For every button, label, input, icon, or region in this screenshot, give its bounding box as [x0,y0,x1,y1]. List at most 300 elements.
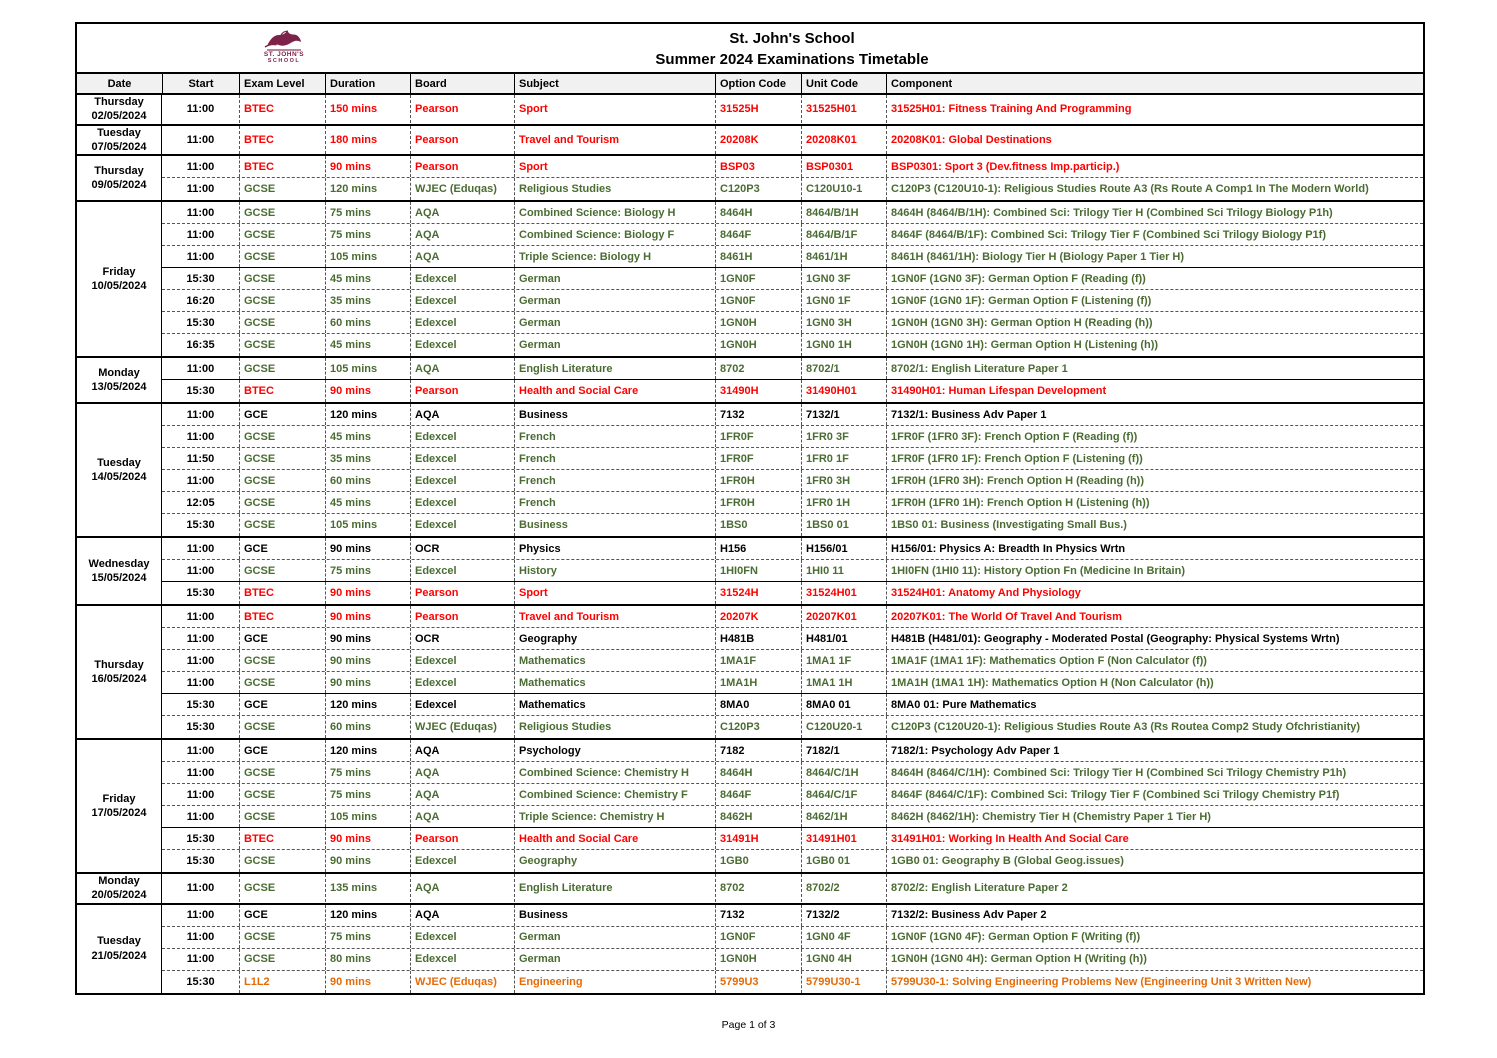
cell-component: 31524H01: Anatomy And Physiology [886,582,1423,604]
cell-option-code: 5799U3 [715,971,801,993]
cell-unit-code: 1HI0 11 [801,560,886,581]
cell-board: Pearson [410,606,514,627]
cell-option-code: 7182 [715,740,801,761]
timetable-row [162,202,1423,224]
cell-board: Pearson [410,156,514,177]
timetable-row [162,470,1423,492]
timetable-row [162,716,1423,738]
cell-board: Pearson [410,380,514,402]
timetable-row [162,740,1423,762]
cell-exam-level: GCSE [239,672,325,693]
cell-duration: 105 mins [325,514,410,536]
timetable-row [162,874,1423,902]
cell-subject: Combined Science: Biology F [514,224,715,245]
date-value: 20/05/2024 [91,889,147,902]
cell-component: 1GN0H (1GN0 1H): German Option H (Listening (h)) [886,334,1423,356]
timetable-row [162,156,1423,178]
cell-duration: 90 mins [325,582,410,604]
cell-unit-code: 8464/C/1H [801,762,886,783]
cell-subject: Geography [514,850,715,872]
cell-component: 7182/1: Psychology Adv Paper 1 [886,740,1423,761]
cell-subject: French [514,448,715,469]
cell-subject: Business [514,514,715,536]
cell-subject: Triple Science: Biology H [514,246,715,267]
date-day: Thursday [94,164,144,177]
cell-subject: Physics [514,538,715,559]
cell-duration: 35 mins [325,290,410,311]
cell-subject: German [514,334,715,356]
cell-subject: Combined Science: Biology H [514,202,715,223]
cell-unit-code: 7182/1 [801,740,886,761]
cell-start: 12:05 [186,496,215,509]
cell-start: 16:20 [186,294,215,307]
cell-duration: 120 mins [325,178,410,200]
cell-subject: Travel and Tourism [514,606,715,627]
cell-duration: 35 mins [325,448,410,469]
cell-component: 31490H01: Human Lifespan Development [886,380,1423,402]
cell-board: OCR [410,628,514,649]
date-day: Monday [98,875,140,888]
date-value: 09/05/2024 [91,179,147,192]
cell-component: 1HI0FN (1HI0 11): History Option Fn (Medicine In Britain) [886,560,1423,581]
cell-duration: 90 mins [325,156,410,177]
cell-option-code: 20208K [715,126,801,154]
timetable-row [162,971,1423,993]
cell-duration: 45 mins [325,268,410,289]
cell-board: AQA [410,806,514,827]
timetable-row [162,448,1423,470]
cell-component: BSP0301: Sport 3 (Dev.fitness Imp.particip.) [886,156,1423,177]
cell-exam-level: BTEC [239,126,325,154]
cell-start: 11:00 [186,676,215,689]
date-cell [77,905,162,993]
cell-duration: 105 mins [325,358,410,379]
cell-board: Edexcel [410,694,514,715]
cell-start: 11:00 [186,362,215,375]
cell-component: 8702/1: English Literature Paper 1 [886,358,1423,379]
cell-start: 15:30 [186,587,215,600]
cell-exam-level: GCSE [239,492,325,513]
cell-unit-code: H481/01 [801,628,886,649]
date-value: 07/05/2024 [91,140,147,153]
cell-start: 11:00 [186,610,215,623]
cell-start: 11:00 [186,103,215,115]
cell-unit-code: 1GN0 1H [801,334,886,356]
cell-start: 11:00 [186,474,215,487]
cell-unit-code: 20207K01 [801,606,886,627]
cell-start: 11:00 [186,408,215,421]
date-cell [77,606,162,738]
logo-school-word: SCHOOL [267,57,301,64]
cell-subject: Combined Science: Chemistry H [514,762,715,783]
cell-component: 8464H (8464/B/1H): Combined Sci: Trilogy Tier H (Combined Sci Trilogy Biology P1h) [886,202,1423,223]
cell-board: AQA [410,905,514,926]
cell-duration: 120 mins [325,740,410,761]
cell-component: 7132/2: Business Adv Paper 2 [886,905,1423,926]
column-header-duration: Duration [325,74,410,93]
cell-start: 11:00 [186,564,215,577]
cell-board: AQA [410,358,514,379]
date-cell [77,358,162,402]
cell-component: 20208K01: Global Destinations [886,126,1423,154]
cell-duration: 105 mins [325,246,410,267]
cell-start: 11:00 [186,909,215,922]
group-rows [162,156,1423,200]
timetable-row [162,268,1423,290]
cell-unit-code: 8462/1H [801,806,886,827]
cell-board: Edexcel [410,514,514,536]
date-cell [77,538,162,604]
timetable-row [162,380,1423,402]
cell-duration: 135 mins [325,874,410,902]
cell-option-code: 31525H [715,95,801,123]
cell-exam-level: GCSE [239,850,325,872]
cell-unit-code: 1MA1 1H [801,672,886,693]
cell-duration: 75 mins [325,762,410,783]
cell-start: 15:30 [186,519,215,532]
cell-exam-level: GCSE [239,806,325,827]
cell-unit-code: 1MA1 1F [801,650,886,671]
cell-duration: 105 mins [325,806,410,827]
cell-duration: 75 mins [325,560,410,581]
cell-start: 15:30 [186,385,215,398]
timetable-row [162,492,1423,514]
cell-board: WJEC (Eduqas) [410,716,514,738]
cell-option-code: 1GN0F [715,927,801,948]
cell-exam-level: BTEC [239,582,325,604]
page-number: Page 1 of 3 [721,1019,776,1031]
timetable-group [77,538,1423,606]
group-rows [162,126,1423,155]
cell-option-code: 8MA0 [715,694,801,715]
timetable-row [162,806,1423,828]
cell-board: Edexcel [410,334,514,356]
group-rows [162,874,1423,903]
date-value: 15/05/2024 [91,572,147,585]
cell-component: 1FR0H (1FR0 3H): French Option H (Reading (h)) [886,470,1423,491]
date-day: Thursday [94,96,144,108]
cell-board: AQA [410,784,514,805]
date-value: 14/05/2024 [91,471,147,484]
date-day: Wednesday [88,557,150,570]
cell-unit-code: 1GN0 3F [801,268,886,289]
cell-duration: 90 mins [325,538,410,559]
cell-component: C120P3 (C120U20-1): Religious Studies Route A3 (Rs Routea Comp2 Study Ofchristianity) [886,716,1423,738]
page-title: St. John's School [729,30,855,47]
cell-exam-level: GCSE [239,312,325,333]
cell-duration: 90 mins [325,828,410,849]
cell-start: 15:30 [186,975,215,988]
cell-exam-level: GCSE [239,426,325,447]
cell-component: C120P3 (C120U10-1): Religious Studies Route A3 (Rs Route A Comp1 In The Modern World) [886,178,1423,200]
group-rows [162,202,1423,356]
cell-exam-level: GCSE [239,268,325,289]
cell-board: Edexcel [410,470,514,491]
cell-unit-code: 31525H01 [801,95,886,123]
date-day: Thursday [94,658,144,671]
cell-board: Edexcel [410,448,514,469]
cell-board: OCR [410,538,514,559]
timetable-row [162,246,1423,268]
cell-duration: 75 mins [325,927,410,948]
cell-option-code: 1GB0 [715,850,801,872]
cell-duration: 90 mins [325,606,410,627]
cell-subject: English Literature [514,874,715,902]
cell-subject: French [514,470,715,491]
date-cell [77,126,162,155]
column-header-unit-code: Unit Code [801,74,886,93]
cell-option-code: 8462H [715,806,801,827]
date-cell [77,202,162,356]
cell-duration: 90 mins [325,850,410,872]
date-cell [77,404,162,536]
cell-duration: 90 mins [325,650,410,671]
cell-subject: Business [514,404,715,425]
cell-board: AQA [410,874,514,902]
cell-unit-code: 8702/1 [801,358,886,379]
cell-exam-level: GCSE [239,334,325,356]
cell-option-code: 7132 [715,905,801,926]
cell-start: 11:00 [186,206,215,219]
timetable-row [162,178,1423,200]
cell-exam-level: GCSE [239,448,325,469]
cell-unit-code: 1GN0 4F [801,927,886,948]
cell-board: Edexcel [410,290,514,311]
cell-exam-level: BTEC [239,95,325,123]
cell-component: 1GN0H (1GN0 4H): German Option H (Writing (h)) [886,949,1423,970]
cell-exam-level: GCE [239,628,325,649]
cell-start: 11:00 [186,810,215,823]
cell-start: 15:30 [186,855,215,868]
cell-duration: 150 mins [325,95,410,123]
timetable-row [162,224,1423,246]
cell-component: 1MA1F (1MA1 1F): Mathematics Option F (Non Calculator (f)) [886,650,1423,671]
column-header-component: Component [886,74,1423,93]
cell-unit-code: 8461/1H [801,246,886,267]
cell-duration: 90 mins [325,672,410,693]
cell-option-code: 1HI0FN [715,560,801,581]
cell-subject: Religious Studies [514,716,715,738]
cell-unit-code: 8464/B/1H [801,202,886,223]
cell-option-code: 1BS0 [715,514,801,536]
timetable-row [162,828,1423,850]
cell-subject: Health and Social Care [514,380,715,402]
cell-component: 31491H01: Working In Health And Social Care [886,828,1423,849]
cell-option-code: 31524H [715,582,801,604]
cell-exam-level: GCSE [239,358,325,379]
school-logo [260,29,308,64]
column-header-date: Date [107,77,132,90]
cell-unit-code: C120U20-1 [801,716,886,738]
cell-option-code: 1FR0H [715,492,801,513]
group-rows [162,905,1423,993]
cell-option-code: 20207K [715,606,801,627]
cell-unit-code: 1GN0 1F [801,290,886,311]
cell-option-code: 8464H [715,202,801,223]
cell-exam-level: GCSE [239,470,325,491]
cell-unit-code: 7132/1 [801,404,886,425]
date-day: Tuesday [97,935,141,948]
cell-exam-level: GCSE [239,246,325,267]
cell-duration: 120 mins [325,694,410,715]
cell-exam-level: GCE [239,404,325,425]
cell-duration: 90 mins [325,380,410,402]
cell-board: Edexcel [410,560,514,581]
cell-duration: 45 mins [325,492,410,513]
date-value: 17/05/2024 [91,807,147,820]
cell-option-code: 1MA1F [715,650,801,671]
cell-subject: Travel and Tourism [514,126,715,154]
cell-start: 15:30 [186,272,215,285]
cell-subject: German [514,290,715,311]
timetable-row [162,905,1423,927]
timetable-group [77,404,1423,538]
cell-start: 11:00 [186,160,215,173]
cell-subject: German [514,949,715,970]
cell-subject: French [514,426,715,447]
dragon-crest-icon [264,29,304,48]
cell-board: Edexcel [410,672,514,693]
cell-unit-code: 1FR0 3F [801,426,886,447]
cell-duration: 45 mins [325,334,410,356]
cell-unit-code: 1GN0 3H [801,312,886,333]
cell-exam-level: GCE [239,740,325,761]
cell-start: 11:00 [186,183,215,196]
cell-unit-code: 31491H01 [801,828,886,849]
cell-unit-code: 1BS0 01 [801,514,886,536]
cell-component: 1GN0F (1GN0 1F): German Option F (Listening (f)) [886,290,1423,311]
timetable-row [162,126,1423,154]
cell-unit-code: C120U10-1 [801,178,886,200]
cell-subject: Religious Studies [514,178,715,200]
group-rows [162,740,1423,872]
cell-exam-level: BTEC [239,828,325,849]
timetable-row [162,628,1423,650]
cell-subject: German [514,927,715,948]
timetable-row [162,949,1423,971]
cell-exam-level: GCE [239,905,325,926]
date-day: Friday [102,265,136,278]
cell-option-code: C120P3 [715,178,801,200]
cell-option-code: C120P3 [715,716,801,738]
cell-option-code: 31490H [715,380,801,402]
cell-board: Edexcel [410,268,514,289]
cell-board: AQA [410,224,514,245]
date-day: Friday [102,792,136,805]
cell-duration: 180 mins [325,126,410,154]
cell-board: Edexcel [410,949,514,970]
cell-option-code: 8461H [715,246,801,267]
cell-subject: Sport [514,582,715,604]
cell-component: 1GN0F (1GN0 3F): German Option F (Reading (f)) [886,268,1423,289]
cell-subject: Engineering [514,971,715,993]
cell-unit-code: H156/01 [801,538,886,559]
cell-duration: 60 mins [325,716,410,738]
cell-exam-level: GCSE [239,716,325,738]
cell-exam-level: BTEC [239,156,325,177]
cell-board: AQA [410,202,514,223]
timetable-row [162,514,1423,536]
date-value: 10/05/2024 [91,280,147,293]
cell-exam-level: GCSE [239,874,325,902]
cell-start: 11:00 [186,953,215,966]
cell-component: 8464F (8464/B/1F): Combined Sci: Trilogy Tier F (Combined Sci Trilogy Biology P1f) [886,224,1423,245]
timetable-row [162,538,1423,560]
cell-board: Pearson [410,126,514,154]
cell-option-code: 1FR0H [715,470,801,491]
cell-exam-level: GCSE [239,224,325,245]
cell-board: Edexcel [410,927,514,948]
cell-start: 11:00 [186,882,215,895]
cell-component: 1FR0H (1FR0 1H): French Option H (Listening (h)) [886,492,1423,513]
cell-option-code: 8464F [715,784,801,805]
cell-unit-code: 1GN0 4H [801,949,886,970]
cell-subject: German [514,268,715,289]
cell-option-code: 7132 [715,404,801,425]
cell-option-code: 1MA1H [715,672,801,693]
cell-unit-code: 31490H01 [801,380,886,402]
cell-subject: Mathematics [514,694,715,715]
cell-start: 11:00 [186,228,215,241]
cell-exam-level: GCSE [239,784,325,805]
cell-start: 11:00 [186,931,215,944]
cell-start: 16:35 [186,339,215,352]
timetable-group [77,126,1423,157]
cell-exam-level: BTEC [239,606,325,627]
timetable-row [162,927,1423,949]
date-value: 13/05/2024 [91,381,147,394]
cell-component: 5799U30-1: Solving Engineering Problems New (Engineering Unit 3 Written New) [886,971,1423,993]
cell-board: AQA [410,404,514,425]
cell-unit-code: 7132/2 [801,905,886,926]
logo-motto-rule [267,49,301,51]
cell-board: Pearson [410,95,514,123]
timetable-row [162,784,1423,806]
cell-exam-level: GCSE [239,290,325,311]
timetable-row [162,606,1423,628]
cell-unit-code: 1FR0 3H [801,470,886,491]
date-cell [77,874,162,903]
timetable-row [162,694,1423,716]
timetable-row [162,850,1423,872]
cell-option-code: 31491H [715,828,801,849]
cell-unit-code: 8MA0 01 [801,694,886,715]
cell-board: AQA [410,762,514,783]
cell-component: 8MA0 01: Pure Mathematics [886,694,1423,715]
cell-unit-code: 8464/C/1F [801,784,886,805]
date-day: Tuesday [97,126,141,139]
cell-subject: French [514,492,715,513]
timetable-row [162,582,1423,604]
cell-component: 1BS0 01: Business (Investigating Small Bus.) [886,514,1423,536]
cell-board: WJEC (Eduqas) [410,178,514,200]
cell-subject: Business [514,905,715,926]
cell-option-code: H481B [715,628,801,649]
cell-component: 7132/1: Business Adv Paper 1 [886,404,1423,425]
timetable-group [77,156,1423,202]
cell-start: 15:30 [186,316,215,329]
cell-exam-level: GCE [239,538,325,559]
group-rows [162,404,1423,536]
cell-option-code: 1GN0H [715,334,801,356]
cell-board: Edexcel [410,850,514,872]
group-rows [162,358,1423,402]
cell-start: 11:00 [186,133,215,146]
examinations-timetable [75,22,1425,995]
date-cell [77,156,162,200]
cell-unit-code: 8464/B/1F [801,224,886,245]
cell-start: 11:00 [186,766,215,779]
